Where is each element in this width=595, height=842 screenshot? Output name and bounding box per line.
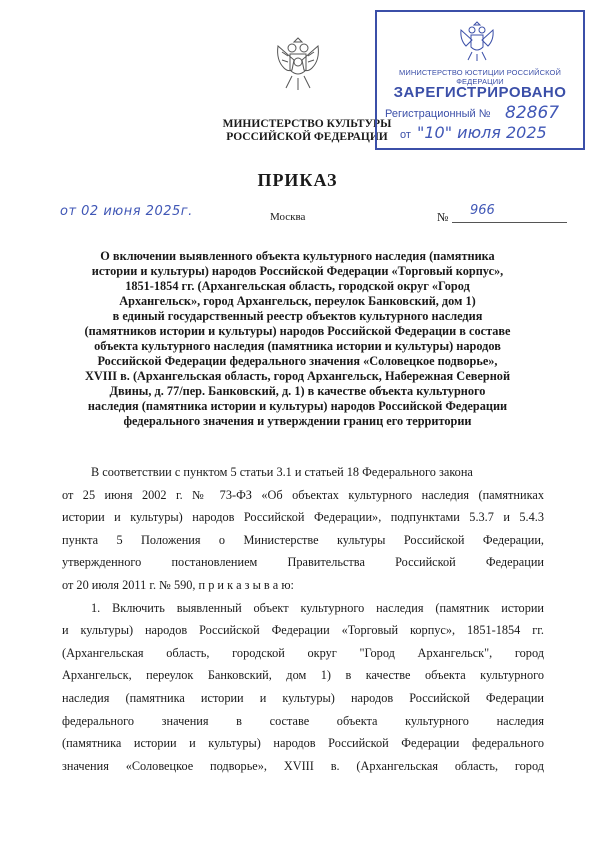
order-body bbox=[62, 461, 544, 777]
heading-line: О включении выявленного объекта культурного наследия (памятника bbox=[100, 249, 495, 263]
heading-line: (памятников истории и культуры) народов Российской Федерации в составе bbox=[84, 324, 511, 338]
order-number-label: № bbox=[437, 210, 449, 224]
heading-line: истории и культуры) народов Российской Федерации «Торговый корпус», bbox=[91, 264, 504, 278]
body-line: от 25 июня 2002 г. № 73-ФЗ «Об объектах культурного наследия (памятниках bbox=[62, 487, 544, 502]
heading-line: наследия (памятника истории и культуры) народов Российской Федерации bbox=[87, 399, 508, 413]
coat-of-arms-emblem-icon bbox=[272, 32, 324, 94]
body-line: значения «Соловецкое подворье», XVIII в. (Архангельская область, город bbox=[62, 758, 544, 773]
ministry-line-1: МИНИСТЕРСТВО КУЛЬТУРЫ bbox=[222, 118, 392, 130]
heading-line: федерального значения и утверждении границ его территории bbox=[123, 414, 472, 428]
body-line: Архангельск, переулок Банковский, дом 1) в качестве объекта культурного bbox=[62, 668, 544, 683]
body-line: утвержденного постановлением Правительства Российской Федерации bbox=[62, 555, 544, 570]
order-number-underline bbox=[452, 222, 567, 223]
ministry-name bbox=[222, 118, 392, 144]
order-number: 966 bbox=[470, 203, 495, 218]
body-line: истории и культуры) народов Российской Федерации», подпунктами 5.3.7 и 5.4.3 bbox=[62, 510, 544, 525]
body-line: В соответствии с пунктом 5 статьи 3.1 и статьей 18 Федерального закона bbox=[91, 465, 473, 479]
body-line: 1. Включить выявленный объект культурного наследия (памятник истории bbox=[91, 600, 544, 615]
heading-line: XVIII в. (Архангельская область, город Архангельск, Набережная Северной bbox=[84, 369, 511, 383]
order-date: от 02 июня 2025г. bbox=[60, 204, 193, 219]
stamp-from-label: от bbox=[400, 129, 411, 141]
body-line: (памятника истории и культуры) народов Российской Федерации федерального bbox=[62, 736, 544, 751]
registration-stamp bbox=[375, 10, 585, 150]
order-city: Москва bbox=[270, 211, 306, 223]
heading-line: объекта культурного наследия (памятника истории и культуры) народов bbox=[94, 339, 501, 353]
heading-line: 1851-1854 гг. (Архангельская область, городской округ «Город bbox=[125, 279, 470, 293]
body-line: и культуры) народов Российской Федерации «Торговый корпус», 1851-1854 гг. bbox=[62, 623, 544, 638]
body-line: от 20 июля 2011 г. № 590, п р и к а з ы в а ю: bbox=[62, 577, 294, 592]
body-line: пункта 5 Положения о Министерстве культуры Российской Федерации, bbox=[62, 532, 544, 547]
stamp-reg-number: 82867 bbox=[505, 103, 560, 123]
order-heading bbox=[60, 249, 535, 429]
stamp-emblem-icon bbox=[457, 20, 497, 62]
body-line: (Архангельская область, городской округ "Город Архангельск", город bbox=[62, 645, 544, 660]
stamp-ministry: МИНИСТЕРСТВО ЮСТИЦИИ РОССИЙСКОЙ ФЕДЕРАЦИИ bbox=[399, 68, 561, 86]
heading-line: Двины, д. 77/пер. Банковский, д. 1) в качестве объекта культурного bbox=[109, 384, 486, 398]
document-title: ПРИКАЗ bbox=[257, 170, 338, 190]
heading-line: в единый государственный реестр объектов культурного наследия bbox=[112, 309, 483, 323]
ministry-line-2: РОССИЙСКОЙ ФЕДЕРАЦИИ bbox=[226, 131, 388, 143]
body-line: наследия (памятника истории и культуры) народов Российской Федерации bbox=[62, 690, 544, 705]
stamp-reg-label: Регистрационный № bbox=[385, 108, 491, 120]
stamp-registered: ЗАРЕГИСТРИРОВАНО bbox=[393, 84, 567, 101]
heading-line: Архангельск», город Архангельск, переулок Банковский, дом 1) bbox=[119, 294, 476, 308]
heading-line: Российской Федерации федерального значения «Соловецкое подворье», bbox=[97, 354, 498, 368]
stamp-reg-date: "10" июля 2025 bbox=[417, 123, 547, 142]
body-line: федерального значения в составе объекта культурного наследия bbox=[62, 713, 544, 728]
